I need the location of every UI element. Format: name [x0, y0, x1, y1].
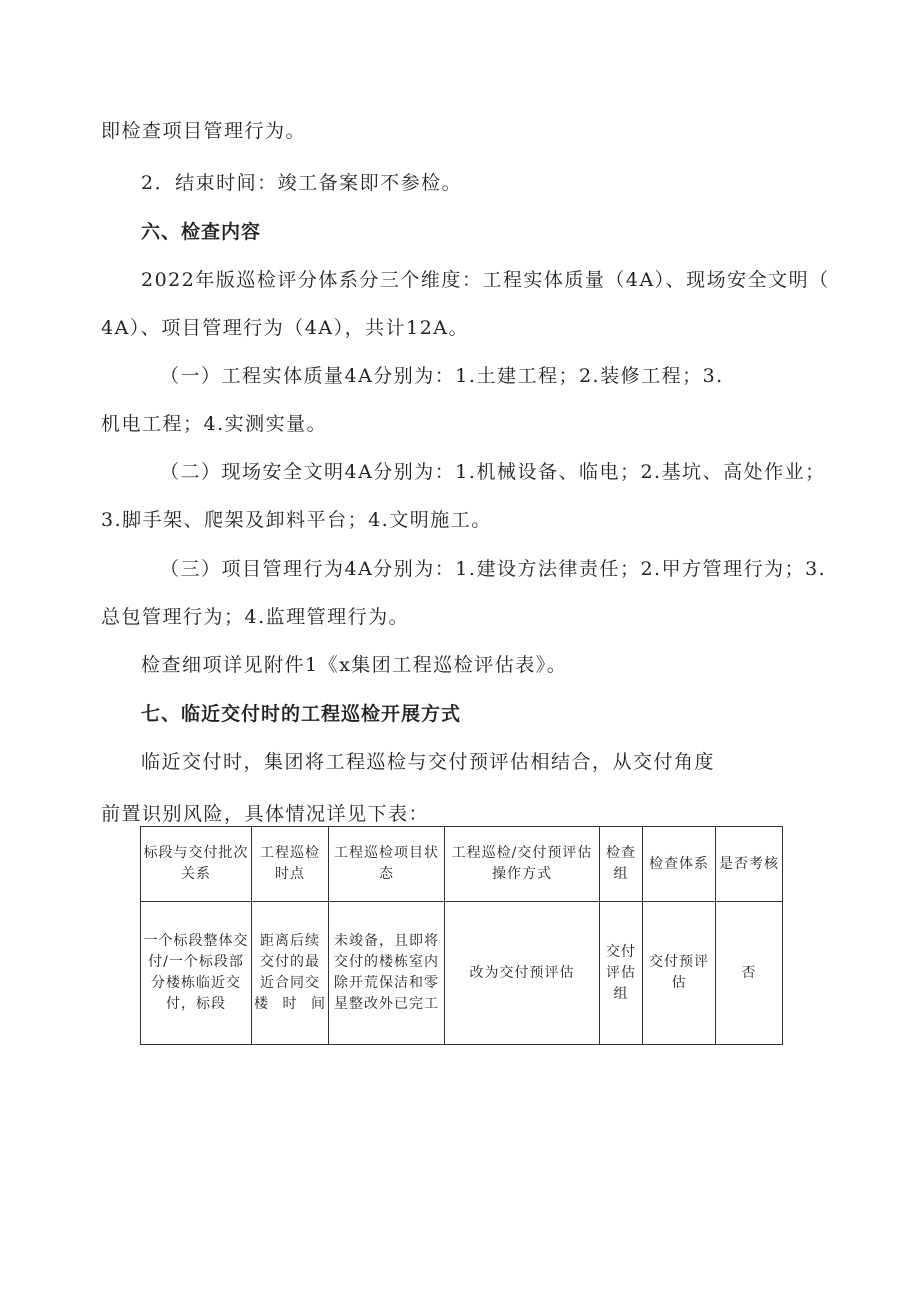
table-header: 工程巡检/交付预评估操作方式 [445, 827, 600, 902]
paragraph-line: 检查细项详见附件1《x集团工程巡检评估表》。 [141, 654, 568, 676]
paragraph-line: 机电工程；4.实测实量。 [101, 413, 328, 435]
paragraph-line: 即检查项目管理行为。 [101, 120, 307, 142]
table-header: 检查组 [600, 827, 643, 902]
paragraph-line: 4A）、项目管理行为（4A），共计12A。 [101, 317, 470, 339]
table-header: 工程巡检项目状态 [329, 827, 445, 902]
table-header: 标段与交付批次关系 [141, 827, 252, 902]
table-cell: 交付预评估 [643, 902, 716, 1045]
paragraph-line: （二）现场安全文明4A分别为：1.机械设备、临电；2.基坑、高处作业； [160, 461, 826, 483]
paragraph-line: 3.脚手架、爬架及卸料平台；4.文明施工。 [101, 509, 492, 531]
table-cell: 距离后续交付的最近合同交楼时间 [252, 902, 329, 1045]
table-cell: 否 [716, 902, 783, 1045]
table-cell: 交付评估组 [600, 902, 643, 1045]
table-cell: 一个标段整体交付/一个标段部分楼栋临近交付，标段 [141, 902, 252, 1045]
paragraph-line: 前置识别风险，具体情况详见下表： [101, 803, 430, 825]
paragraph-line: （一）工程实体质量4A分别为：1.土建工程；2.装修工程；3. [160, 365, 724, 387]
section-heading-6: 六、检查内容 [141, 221, 262, 243]
paragraph-line: 2022年版巡检评分体系分三个维度：工程实体质量（4A）、现场安全文明（ [141, 269, 830, 291]
table-row [141, 902, 783, 1045]
paragraph-line: 2．结束时间：竣工备案即不参检。 [141, 172, 463, 194]
table-cell: 改为交付预评估 [445, 902, 600, 1045]
table-header: 检查体系 [643, 827, 716, 902]
section-heading-7: 七、临近交付时的工程巡检开展方式 [141, 703, 462, 725]
table-header: 是否考核 [716, 827, 783, 902]
paragraph-line: 总包管理行为；4.监理管理行为。 [101, 606, 410, 628]
paragraph-line: （三）项目管理行为4A分别为：1.建设方法律责任；2.甲方管理行为；3. [160, 558, 827, 580]
table-header-row [141, 827, 783, 902]
inspection-table [140, 826, 783, 1045]
paragraph-line: 临近交付时，集团将工程巡检与交付预评估相结合，从交付角度 [141, 751, 716, 773]
table-cell: 未竣备，且即将交付的楼栋室内除开荒保洁和零星整改外已完工 [329, 902, 445, 1045]
table-header: 工程巡检时点 [252, 827, 329, 902]
